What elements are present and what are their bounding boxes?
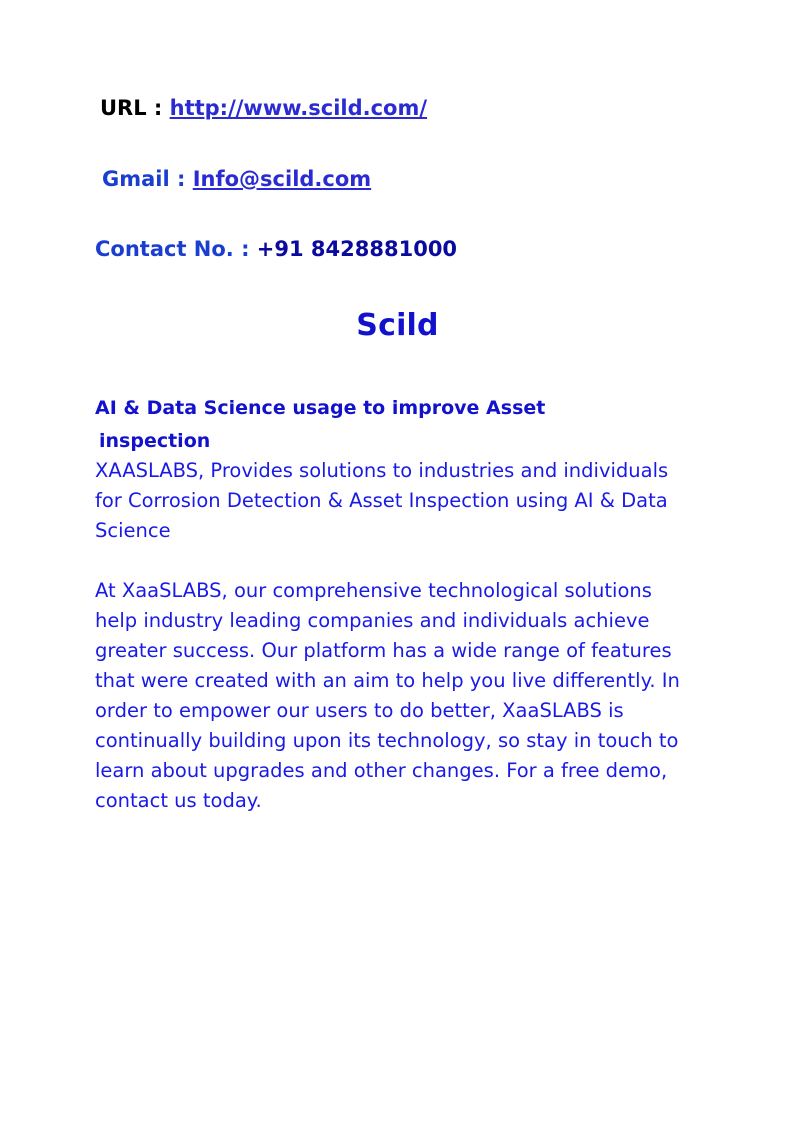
gmail-label: Gmail : <box>102 167 193 191</box>
website-link[interactable]: http://www.scild.com/ <box>169 96 428 120</box>
contact-label: Contact No. : <box>95 237 257 261</box>
email-link[interactable]: Info@scild.com <box>192 167 372 191</box>
url-line <box>100 96 427 120</box>
contact-number: +91 8428881000 <box>256 237 458 261</box>
page-title: Scild <box>356 308 439 343</box>
section-heading-line2: inspection <box>99 430 211 453</box>
section-heading <box>95 392 655 459</box>
section-heading-line1: AI & Data Science usage to improve Asset <box>95 397 546 419</box>
paragraph-body: At XaaSLABS, our comprehensive technological solutions help industry leading companies and individuals achieve greater success. Our platform has a wide range of features that were created with an aim to help you live differently. In order to empower our users to do better, XaaSLABS is continually building upon its technology, so stay in touch to learn about upgrades and other changes. For a free demo, contact us today. <box>95 579 680 812</box>
paragraph-intro: XAASLABS, Provides solutions to industries and individuals for Corrosion Detection & Asset Inspection using AI & Data Science <box>95 459 669 542</box>
url-label: URL : <box>100 96 170 120</box>
gmail-line <box>102 167 371 191</box>
contact-line <box>95 237 457 261</box>
